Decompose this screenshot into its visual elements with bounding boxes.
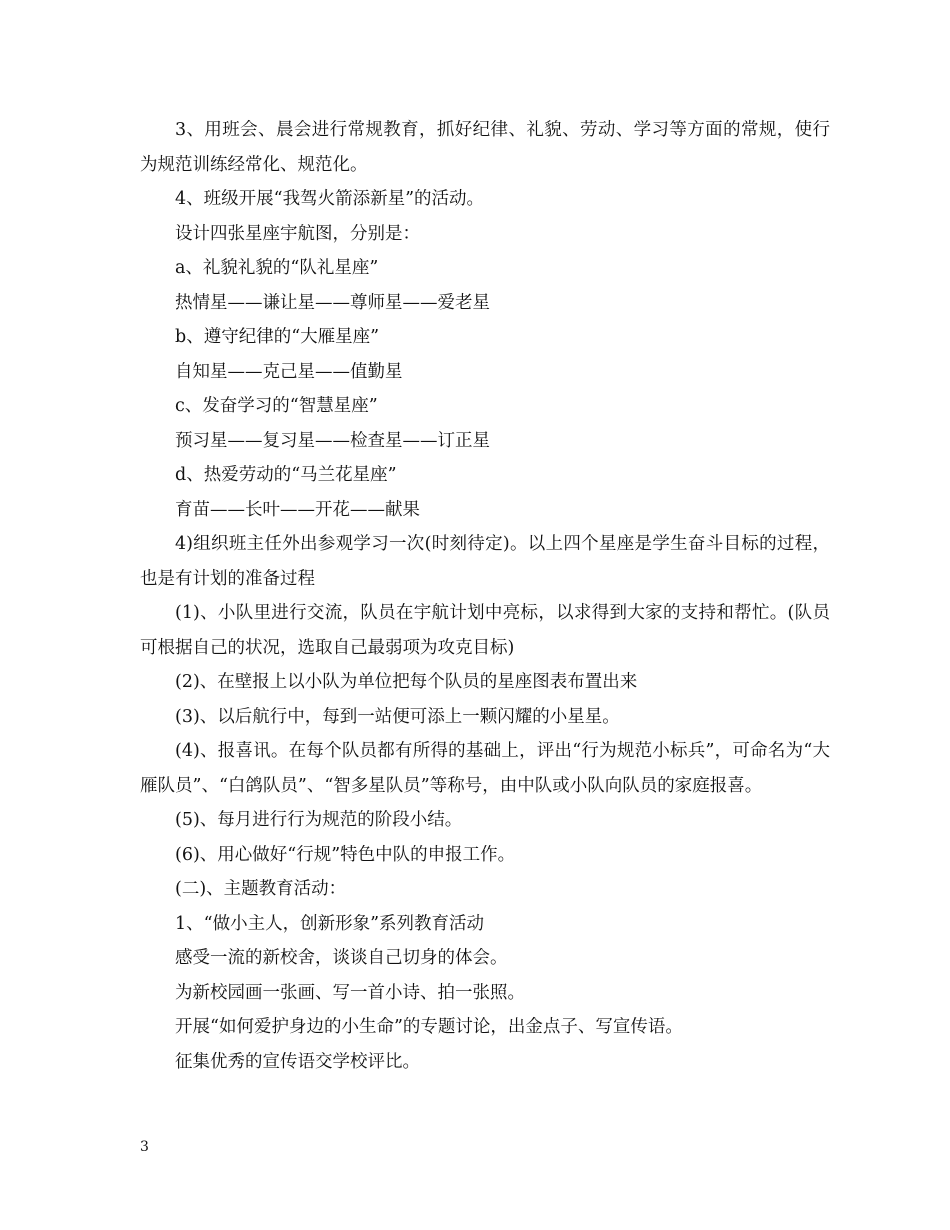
- paragraph: 设计四张星座宇航图，分别是：: [175, 223, 420, 244]
- paragraph: c、发奋学习的“智慧星座”: [175, 396, 378, 416]
- paragraph: a、礼貌礼貌的“队礼星座”: [175, 258, 379, 278]
- paragraph: (3)、以后航行中，每到一站便可添上一颗闪耀的小星星。: [175, 706, 620, 727]
- paragraph: 1、“做小主人，创新形象”系列教育活动: [175, 913, 485, 934]
- paragraph: d、热爱劳动的“马兰花星座”: [175, 465, 397, 485]
- paragraph: 4、班级开展“我驾火箭添新星”的活动。: [175, 189, 485, 209]
- paragraph: 4)组织班主任外出参观学习一次(时刻待定)。以上四个星座是学生奋斗目标的过程，也是有计划的准备过程: [140, 534, 830, 589]
- paragraph: 为新校园画一张画、写一首小诗、拍一张照。: [175, 982, 525, 1003]
- paragraph: 感受一流的新校舍，谈谈自己切身的体会。: [175, 948, 508, 968]
- paragraph: 征集优秀的宣传语交学校评比。: [175, 1051, 420, 1072]
- paragraph: 自知星——克己星——值勤星: [175, 361, 403, 382]
- paragraph: b、遵守纪律的“大雁星座”: [175, 327, 380, 347]
- paragraph: (2)、在壁报上以小队为单位把每个队员的星座图表布置出来: [175, 672, 638, 692]
- paragraph: (5)、每月进行行为规范的阶段小结。: [175, 810, 463, 830]
- paragraph: 育苗——长叶——开花——献果: [175, 499, 420, 520]
- paragraph: (6)、用心做好“行规”特色中队的申报工作。: [175, 844, 516, 865]
- paragraph: 开展“如何爱护身边的小生命”的专题讨论，出金点子、写宣传语。: [175, 1017, 683, 1037]
- paragraph: (1)、小队里进行交流，队员在宇航计划中亮标，以求得到大家的支持和帮忙。(队员可根据自己的状况，选取自己最弱项为攻克目标): [140, 603, 830, 658]
- page-number: 3: [140, 1139, 149, 1155]
- paragraph: 3、用班会、晨会进行常规教育，抓好纪律、礼貌、劳动、学习等方面的常规，使行为规范训练经常化、规范化。: [140, 120, 830, 175]
- paragraph: (二)、主题教育活动：: [175, 879, 347, 899]
- paragraph: 热情星——谦让星——尊师星——爱老星: [175, 292, 490, 313]
- paragraph: 预习星——复习星——检查星——订正星: [175, 430, 490, 451]
- paragraph: (4)、报喜讯。在每个队员都有所得的基础上，评出“行为规范小标兵”，可命名为“大雁队员”、“白鸽队员”、“智多星队员”等称号，由中队或小队向队员的家庭报喜。: [140, 741, 830, 796]
- body-text: [140, 113, 830, 1079]
